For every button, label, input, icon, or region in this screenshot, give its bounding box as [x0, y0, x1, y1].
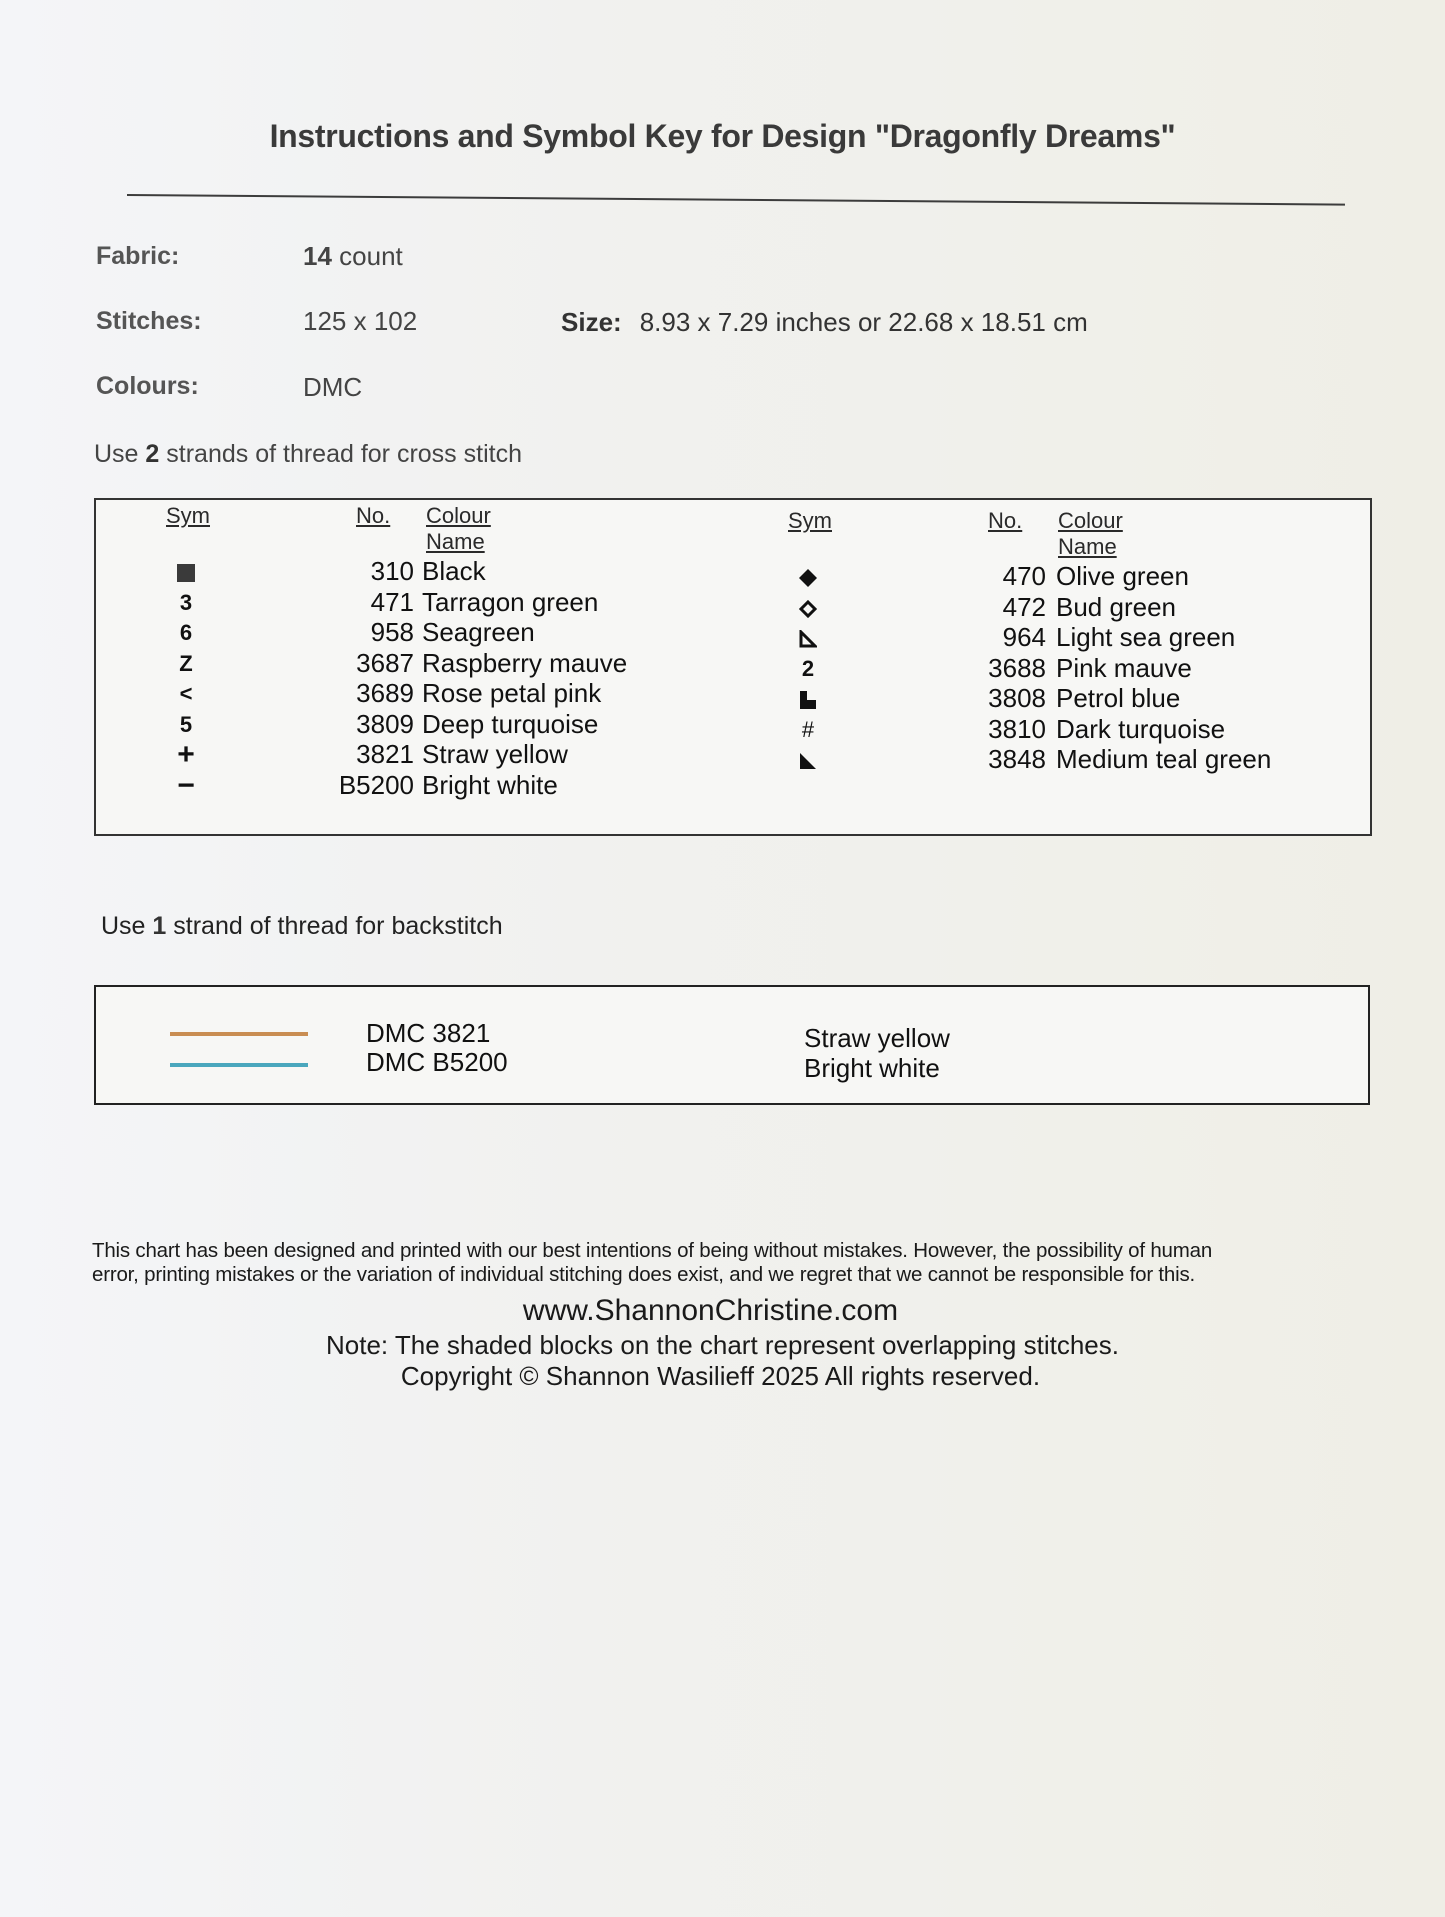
colour-name: Raspberry mauve: [422, 647, 628, 678]
symbol-digit-2: 2: [801, 655, 815, 681]
backstitch-table: [94, 985, 1370, 1105]
dmc-number: 3689: [356, 678, 414, 708]
colours-label: Colours:: [96, 372, 199, 400]
dmc-number: 964: [1002, 622, 1046, 652]
key-row: [716, 622, 1336, 653]
dmc-number: 3808: [988, 683, 1046, 713]
header-colour-name: Colour Name: [1058, 508, 1123, 559]
colours-value: DMC: [303, 372, 363, 402]
copyright-text: Copyright © Shannon Wasilieff 2025 All rights reserved.: [400, 1361, 1041, 1391]
fabric-value: [303, 241, 403, 272]
header-no: No.: [988, 508, 1023, 533]
dmc-number: 471: [370, 586, 414, 617]
colour-name: Petrol blue: [1056, 683, 1181, 713]
key-row: [716, 683, 1336, 714]
colour-name: Dark turquoise: [1056, 713, 1226, 744]
fabric-label: Fabric:: [96, 242, 180, 270]
key-row: [96, 709, 716, 740]
stitches-label: Stitches:: [96, 307, 202, 335]
instruction-suffix: strands of thread for cross stitch: [166, 440, 522, 468]
colour-name: Deep turquoise: [422, 708, 599, 739]
key-row: [96, 648, 716, 679]
header-no: No.: [356, 503, 391, 528]
dmc-number: 3809: [356, 708, 414, 739]
size-info: [561, 307, 1088, 338]
strand-count: 1: [152, 912, 167, 940]
dmc-number: 958: [370, 617, 414, 647]
colour-name: Light sea green: [1056, 622, 1236, 652]
colour-name: Olive green: [1056, 561, 1189, 591]
outline-diamond-icon: [788, 592, 828, 623]
l-block-icon: [788, 683, 828, 714]
cross-stitch-instruction: [94, 440, 522, 469]
key-row: [716, 714, 1336, 745]
key-row: [716, 592, 1336, 623]
instruction-prefix: Use: [94, 440, 139, 468]
symbol-hash: #: [801, 716, 815, 742]
symbol-digit-6: 6: [179, 620, 193, 645]
size-label: Size:: [561, 307, 622, 337]
key-row: [96, 678, 716, 709]
colour-name: Bright white: [422, 769, 558, 800]
key-row: [96, 617, 716, 648]
key-row: [96, 556, 716, 587]
dmc-number: B5200: [338, 769, 414, 800]
colour-name: Rose petal pink: [422, 678, 602, 708]
dmc-number: 3821: [356, 739, 414, 769]
key-row: [96, 587, 716, 618]
key-row: [716, 744, 1336, 775]
backstitch-line-swatch: [170, 1032, 308, 1036]
colour-name: Seagreen: [422, 617, 535, 647]
symbol-letter-z: Z: [179, 650, 193, 676]
fabric-count: 14: [303, 241, 332, 271]
backstitch-instruction: [101, 912, 503, 941]
website-link[interactable]: www.ShannonChristine.com: [522, 1294, 899, 1327]
dmc-number: 472: [1002, 591, 1046, 622]
dmc-number: 3687: [356, 647, 414, 678]
symbol-key-table: [94, 498, 1372, 836]
colour-name: Pink mauve: [1056, 652, 1192, 683]
key-row: [716, 561, 1336, 592]
colour-name: Straw yellow: [422, 739, 568, 769]
disclaimer-line: This chart has been designed and printed with our best intentions of being without mistakes. However, the possibility of human: [92, 1239, 1213, 1262]
symbol-digit-5: 5: [179, 711, 193, 737]
filled-diamond-icon: [788, 561, 828, 592]
page-title: Instructions and Symbol Key for Design "Dragonfly Dreams": [269, 118, 1176, 154]
dmc-number: 3688: [988, 652, 1046, 683]
dmc-number: 3810: [988, 713, 1046, 744]
symbol-less-than: <: [179, 681, 193, 706]
key-row: [96, 739, 716, 770]
filled-square-icon: [166, 556, 206, 587]
filled-triangle-icon: [788, 744, 828, 775]
disclaimer-line: error, printing mistakes or the variation of individual stitching does exist, and we regret that we cannot be responsible for this.: [92, 1263, 1196, 1286]
dmc-number: 470: [1002, 561, 1046, 591]
header-sym: Sym: [166, 503, 210, 528]
backstitch-line-swatch: [170, 1063, 308, 1067]
fabric-unit: count: [339, 241, 403, 271]
instruction-prefix: Use: [101, 912, 146, 940]
title-divider: [127, 194, 1345, 206]
disclaimer: [92, 1239, 1362, 1287]
header-colour-name: Colour Name: [426, 503, 491, 554]
size-value: 8.93 x 7.29 inches or 22.68 x 18.51 cm: [639, 307, 1088, 337]
key-row: [716, 653, 1336, 684]
colour-name: Black: [422, 556, 486, 586]
dmc-number: 310: [370, 556, 414, 586]
outline-triangle-icon: [788, 622, 828, 653]
backstitch-code: DMC B5200: [366, 1047, 508, 1077]
backstitch-colour-name: Straw yellow: [804, 1023, 950, 1053]
dmc-number: 3848: [988, 744, 1046, 774]
backstitch-colour-name: Bright white: [804, 1053, 940, 1083]
strand-count: 2: [145, 440, 160, 468]
symbol-plus: +: [177, 738, 195, 771]
key-row: [96, 770, 716, 801]
symbol-minus: −: [177, 768, 195, 802]
header-sym: Sym: [788, 508, 832, 533]
colour-name: Tarragon green: [422, 586, 599, 617]
backstitch-code: DMC 3821: [366, 1018, 491, 1048]
instruction-suffix: strand of thread for backstitch: [173, 912, 503, 940]
colour-name: Medium teal green: [1056, 744, 1272, 774]
symbol-digit-3: 3: [179, 589, 193, 615]
stitches-value: 125 x 102: [303, 306, 418, 336]
note-text: Note: The shaded blocks on the chart represent overlapping stitches.: [326, 1330, 1119, 1360]
colour-name: Bud green: [1056, 591, 1176, 622]
